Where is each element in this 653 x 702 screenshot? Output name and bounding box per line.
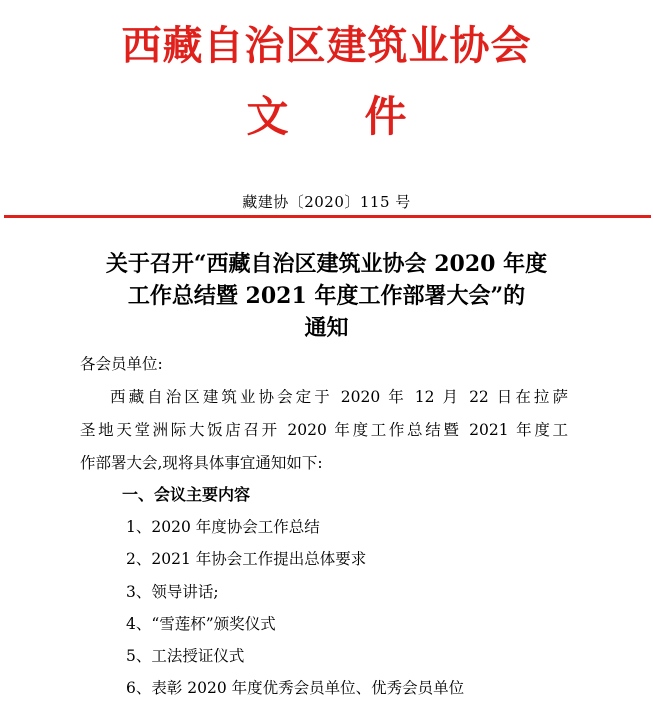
agenda-item: 5、工法授证仪式 bbox=[126, 647, 245, 665]
issuing-organization-name: 西藏自治区建筑业协会 bbox=[121, 23, 532, 69]
agenda-item: 6、表彰 2020 年度优秀会员单位、优秀会员单位 bbox=[126, 679, 465, 697]
agenda-item: 1、2020 年度协会工作总结 bbox=[126, 518, 320, 536]
intro-paragraph-line: 作部署大会,现将具体事宜通知如下: bbox=[80, 454, 323, 472]
document-type-char-2: 件 bbox=[364, 92, 407, 141]
salutation: 各会员单位: bbox=[80, 355, 163, 373]
notice-title bbox=[0, 248, 653, 344]
red-header-divider bbox=[4, 215, 651, 218]
intro-paragraph-line: 圣地天堂洲际大饭店召开 2020 年度工作总结暨 2021 年度工 bbox=[80, 421, 568, 439]
section-heading: 一、会议主要内容 bbox=[122, 485, 251, 504]
agenda-item: 3、领导讲话; bbox=[126, 583, 219, 601]
agenda-item: 4、“雪莲杯”颁奖仪式 bbox=[126, 615, 276, 633]
intro-paragraph-line: 西藏自治区建筑业协会定于 2020 年 12 月 22 日在拉萨 bbox=[110, 388, 568, 406]
notice-title-line: 工作总结暨 2021 年度工作部署大会”的 bbox=[127, 283, 526, 309]
document-number: 藏建协〔2020〕115 号 bbox=[242, 193, 411, 211]
document-type-heading bbox=[0, 84, 653, 144]
notice-title-line: 通知 bbox=[304, 315, 349, 341]
agenda-item: 2、2021 年协会工作提出总体要求 bbox=[126, 550, 367, 568]
notice-title-line: 关于召开“西藏自治区建筑业协会 2020 年度 bbox=[105, 251, 548, 277]
document-type-char-1: 文 bbox=[246, 92, 289, 141]
